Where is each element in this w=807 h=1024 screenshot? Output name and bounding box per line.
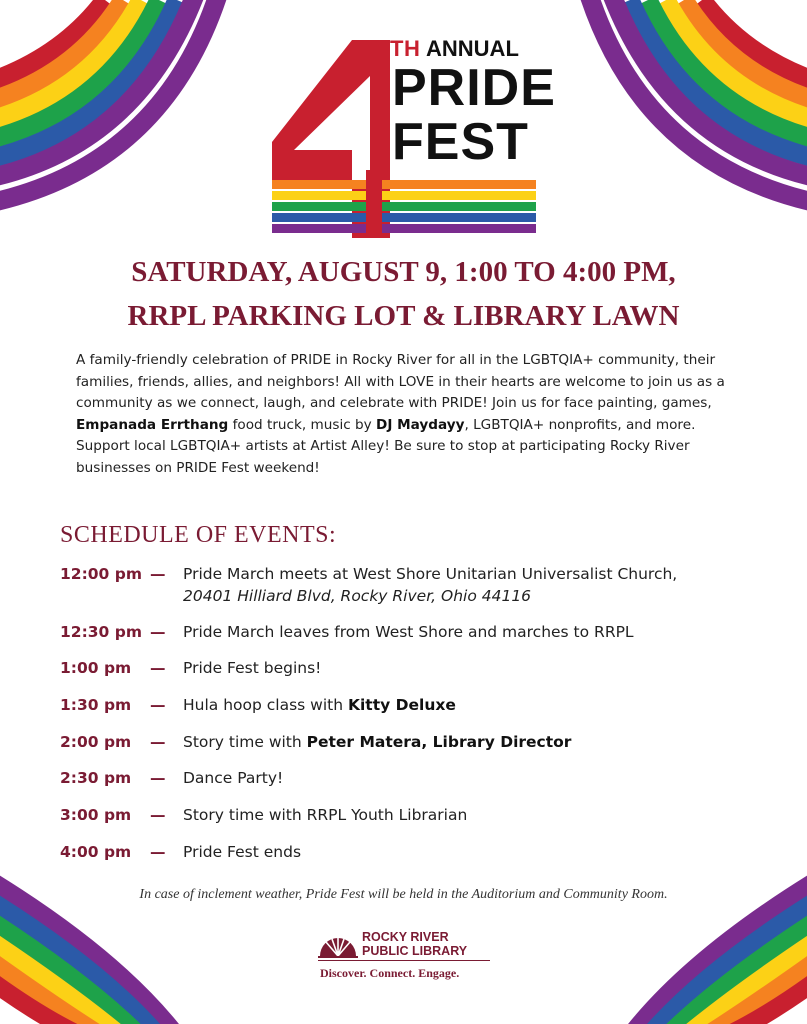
schedule-desc-text: Story time with bbox=[183, 733, 307, 751]
library-logo bbox=[318, 928, 498, 988]
pride-fest-logo bbox=[270, 30, 556, 245]
library-divider bbox=[318, 960, 490, 961]
event-location-headline: RRPL PARKING LOT & LIBRARY LAWN bbox=[127, 300, 680, 332]
performer-name: Kitty Deluxe bbox=[347, 696, 456, 714]
schedule-desc: Pride March leaves from West Shore and marches to RRPL bbox=[183, 623, 634, 641]
intro-text-1: A family-friendly celebration of PRIDE in Rocky River for all in the LGBTQIA+ community, their families, friends, allies, and neighbors! All with LOVE in their hearts are welcome to join us as a community as we connect, laugh, and celebrate with PRIDE! Join us for face painting, games, bbox=[76, 352, 725, 411]
schedule-time: 12:30 pm bbox=[60, 623, 142, 641]
schedule-desc: Pride Fest ends bbox=[183, 843, 302, 861]
logo-pride: PRIDE bbox=[392, 59, 556, 117]
schedule-desc: Pride March meets at West Shore Unitarian Universalist Church, bbox=[183, 565, 678, 583]
logo-suffix: TH bbox=[390, 36, 421, 61]
schedule-desc bbox=[183, 696, 783, 714]
food-truck-name: Empanada Errthang bbox=[76, 416, 229, 433]
schedule-dash: — bbox=[150, 696, 166, 714]
schedule-title: SCHEDULE OF EVENTS: bbox=[60, 522, 337, 548]
reader-name: Peter Matera, Library Director bbox=[306, 733, 572, 751]
schedule-address: 20401 Hilliard Blvd, Rocky River, Ohio 44116 bbox=[183, 587, 532, 605]
logo-fest: FEST bbox=[392, 113, 529, 171]
schedule-time: 4:00 pm bbox=[60, 843, 132, 861]
schedule-dash: — bbox=[150, 659, 166, 677]
schedule-time: 3:00 pm bbox=[60, 806, 132, 824]
intro-text-3: , LGBTQIA+ nonprofits, and more. Support local LGBTQIA+ artists at Artist Alley! Be sure to stop at participating Rocky River businesses on PRIDE Fest weekend! bbox=[76, 416, 696, 476]
schedule-desc: Dance Party! bbox=[183, 769, 284, 787]
schedule-dash: — bbox=[150, 769, 166, 787]
schedule-time: 12:00 pm bbox=[60, 565, 142, 583]
event-date-headline: SATURDAY, AUGUST 9, 1:00 TO 4:00 PM, bbox=[131, 256, 676, 288]
schedule-desc bbox=[183, 733, 783, 751]
library-name bbox=[362, 930, 467, 958]
schedule-desc: Story time with RRPL Youth Librarian bbox=[183, 806, 468, 824]
schedule-dash: — bbox=[150, 806, 166, 824]
schedule-dash: — bbox=[150, 843, 166, 861]
logo-annual: ANNUAL bbox=[426, 36, 519, 61]
intro-text-2: food truck, music by bbox=[228, 416, 377, 433]
library-fan-icon bbox=[318, 930, 358, 958]
weather-note: In case of inclement weather, Pride Fest will be held in the Auditorium and Community Room. bbox=[139, 887, 668, 902]
schedule-time: 1:30 pm bbox=[60, 696, 132, 714]
library-name-line2: PUBLIC LIBRARY bbox=[362, 944, 468, 958]
schedule-desc-text: Hula hoop class with bbox=[183, 696, 348, 714]
schedule-dash: — bbox=[150, 565, 166, 583]
dj-name: DJ Maydayy bbox=[376, 416, 465, 433]
schedule-time: 2:00 pm bbox=[60, 733, 132, 751]
intro-paragraph bbox=[76, 350, 736, 479]
schedule-time: 2:30 pm bbox=[60, 769, 132, 787]
schedule-time: 1:00 pm bbox=[60, 659, 132, 677]
library-tagline: Discover. Connect. Engage. bbox=[320, 966, 460, 980]
library-name-line1: ROCKY RIVER bbox=[362, 930, 449, 944]
schedule-desc: Pride Fest begins! bbox=[183, 659, 322, 677]
schedule-dash: — bbox=[150, 623, 166, 641]
schedule-dash: — bbox=[150, 733, 166, 751]
